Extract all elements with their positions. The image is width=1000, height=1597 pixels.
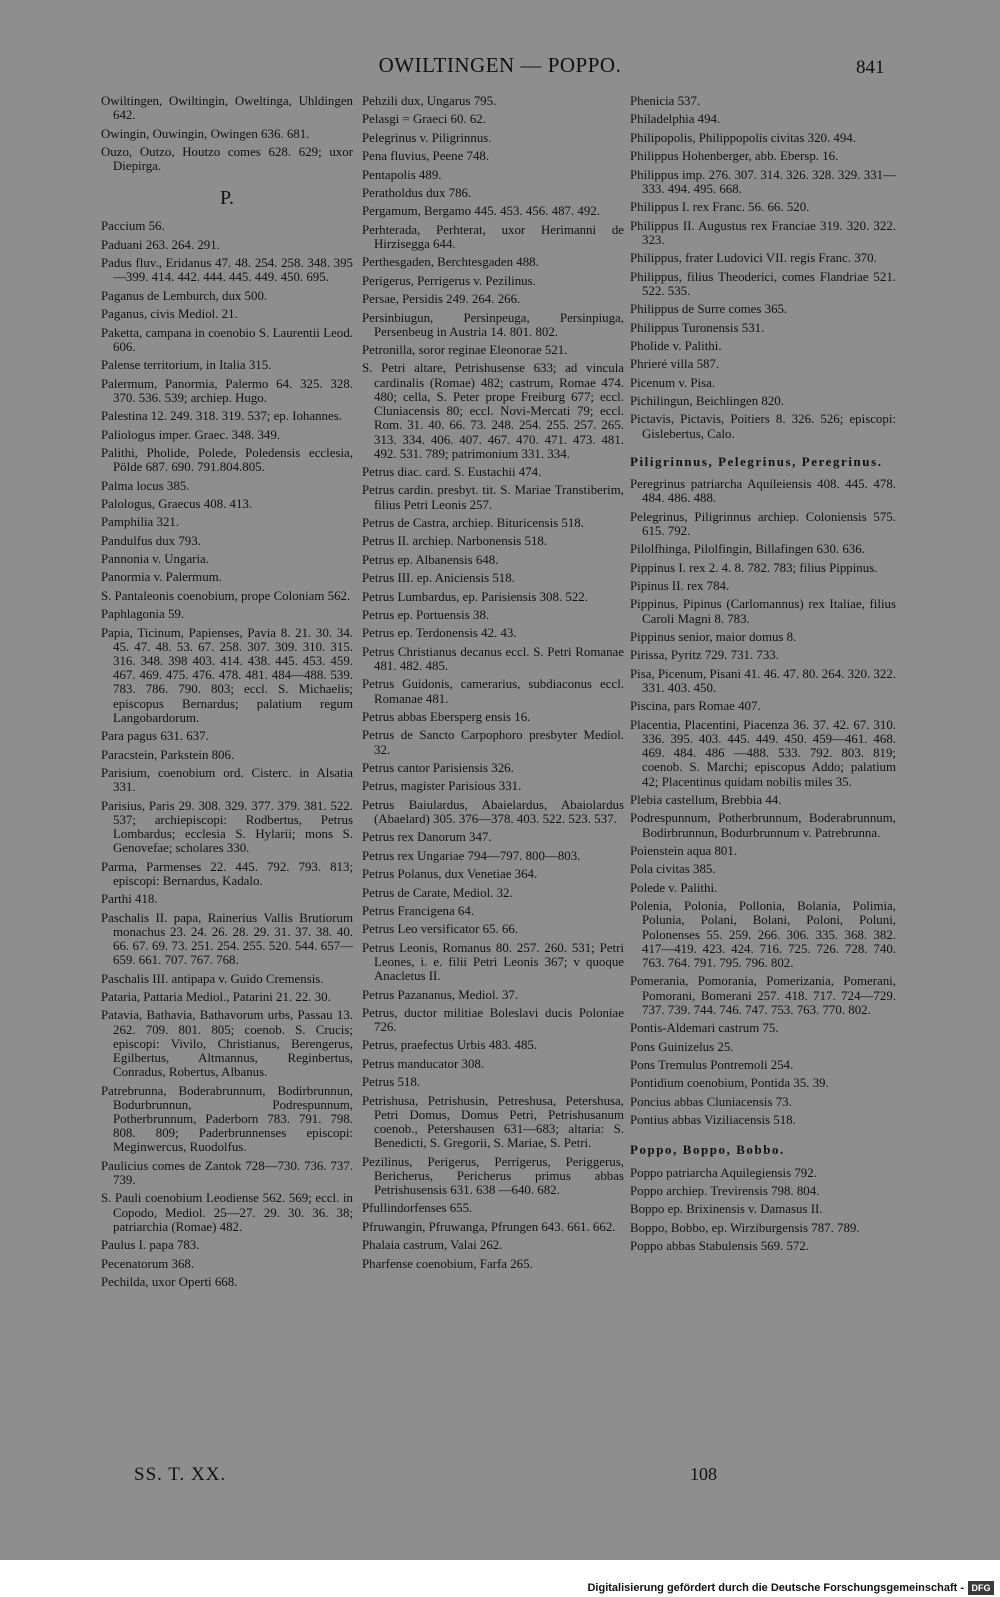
index-entry: Petrus abbas Ebersperg ensis 16. — [362, 710, 531, 724]
index-entry: Owingin, Ouwingin, Owingen 636. 681. — [101, 126, 310, 141]
index-entry: Petrus Christianus decanus eccl. S. Petri Romanae 481. 482. 485. — [362, 644, 624, 674]
index-entry: Philippus II. Augustus rex Franciae 319. 320. 322. 323. — [630, 218, 896, 247]
index-entry: Petrus, praefectus Urbis 483. 485. — [362, 1038, 538, 1053]
index-entry: Palermum, Panormia, Palermo 64. 325. 328. 370. 536. 539; archiep. Hugo. — [101, 376, 353, 405]
index-entry: Parthi 418. — [101, 892, 158, 907]
index-entry: Pelegrinus, Piligrinnus archiep. Coloniensis 575. 615. 792. — [630, 509, 896, 538]
index-entry: Petrus cardin. presbyt. tit. S. Mariae Transtiberim, filius Petri Leonis 257. — [362, 483, 624, 512]
index-entry: Perigerus, Perrigerus v. Pezilinus. — [362, 273, 536, 288]
index-entry: Parisius, Paris 29. 308. 329. 377. 379. 381. 522. 537; archiepiscopi: Rodbertus, Petrus Lombardus; ecclesia S. Hylarii; mons S. Genovefae; scholares 330. — [101, 798, 353, 856]
index-entry: Persinbiugun, Persinpeuga, Persinpiuga, Persenbeug in Austria 14. 801. 802. — [362, 310, 624, 339]
index-entry: Pontius abbas Viziliacensis 518. — [630, 1113, 796, 1128]
index-entry: Petrus de Sancto Carpophoro presbyter Mediol. 32. — [362, 728, 624, 757]
index-entry: Poppo abbas Stabulensis 569. 572. — [630, 1239, 810, 1254]
index-entry: Pipinus II. rex 784. — [630, 579, 730, 594]
index-entry: Pichilingun, Beichlingen 820. — [630, 394, 784, 409]
index-entry: Petrus Polanus, dux Venetiae 364. — [362, 867, 538, 882]
index-column-2 — [362, 94, 624, 1275]
index-entry: Para pagus 631. 637. — [101, 729, 209, 744]
index-entry: Pentapolis 489. — [362, 167, 442, 182]
index-entry: Pehzili dux, Ungarus 795. — [362, 94, 497, 108]
index-entry: Pons Guinizelus 25. — [630, 1039, 734, 1054]
index-entry: Paduani 263. 264. 291. — [101, 237, 220, 252]
funding-banner — [0, 1581, 1000, 1597]
index-entry: Philippus de Surre comes 365. — [630, 302, 788, 317]
index-column-1 — [101, 94, 353, 1293]
series-signature: SS. T. XX. — [134, 1464, 227, 1485]
index-entry: Poncius abbas Cluniacensis 73. — [630, 1094, 792, 1109]
index-entry: Pharfense coenobium, Farfa 265. — [362, 1256, 533, 1271]
index-entry: Philippus I. rex Franc. 56. 66. 520. — [630, 200, 810, 215]
index-entry: Placentia, Placentini, Piacenza 36. 37. 42. 67. 310. 336. 395. 403. 445. 449. 450. 459—461. 468. 469. 484. 486 —488. 533. 792. 803. 819; coenob. S. Marchi; episcopus Addo; palatium 42; Placentinus quidam nobilis miles 35. — [630, 717, 896, 789]
index-entry: Poppo patriarcha Aquilegiensis 792. — [630, 1165, 817, 1180]
index-entry: Pamphilia 321. — [101, 515, 180, 530]
funding-note: Digitalisierung gefördert durch die Deutsche Forschungsgemeinschaft - — [587, 1582, 964, 1594]
index-entry: Perthesgaden, Berchtesgaden 488. — [362, 255, 539, 270]
index-entry: Patavia, Bathavia, Bathavorum urbs, Passau 13. 262. 709. 801. 805; coenob. S. Crucis; episcopi: Vivilo, Christianus, Berengerus, Egilbertus, Altmannus, Reginbertus, Conradus, Robertus, Albanus. — [101, 1008, 353, 1080]
index-entry: Polenia, Polonia, Pollonia, Bolania, Polimia, Polunia, Polani, Bolani, Poloni, Poluni, Polonenses 55. 259. 266. 306. 335. 368. 382. 417—419. 423. 424. 716. 725. 726. 728. 740. 763. 764. 791. 795. 796. 802. — [630, 899, 896, 970]
index-entry: Petrus Pazananus, Mediol. 37. — [362, 987, 519, 1002]
index-entry: Pola civitas 385. — [630, 862, 716, 877]
index-entry: Paganus de Lemburch, dux 500. — [101, 288, 268, 303]
index-entry: Pons Tremulus Pontremoli 254. — [630, 1057, 794, 1072]
index-entry: Paschalis III. antipapa v. Guido Cremensis. — [101, 971, 324, 986]
index-entry: Boppo, Bobbo, ep. Wirziburgensis 787. 789. — [630, 1220, 860, 1235]
dfg-logo: DFG — [968, 1581, 994, 1595]
index-entry: Parisium, coenobium ord. Cisterc. in Alsatia 331. — [101, 766, 353, 795]
index-entry: Pictavis, Pictavis, Poitiers 8. 326. 526; episcopi: Gislebertus, Calo. — [630, 412, 896, 441]
index-entry: Picenum v. Pisa. — [630, 375, 716, 390]
page-number: 841 — [856, 57, 885, 78]
index-entry: Palense territorium, in Italia 315. — [101, 358, 272, 373]
index-entry: S. Pantaleonis coenobium, prope Coloniam 562. — [101, 588, 351, 603]
running-title: OWILTINGEN — POPPO. — [378, 53, 622, 77]
index-entry: Petrus Guidonis, camerarius, subdiaconus eccl. Romanae 481. — [362, 677, 624, 706]
index-entry: Petrus II. archiep. Narbonensis 518. — [362, 534, 548, 549]
index-entry: Perhterada, Perhterat, uxor Herimanni de Hirzisegga 644. — [362, 222, 624, 251]
index-entry: Petrus Lumbardus, ep. Parisiensis 308. 522. — [362, 589, 588, 604]
index-entry: Paschalis II. papa, Rainerius Vallis Brutiorum monachus 23. 24. 26. 28. 29. 31. 37. 38. 40. 66. 67. 69. 73. 251. 254. 255. 520. 544. 657—659. 661. 707. 767. 768. — [101, 910, 353, 968]
index-entry: Philippus Turonensis 531. — [630, 320, 765, 335]
index-entry: Pezilinus, Perigerus, Perrigerus, Periggerus, Bericherus, Pericherus primus abbas Petrishusensis 631. 638 —640. 682. — [362, 1154, 624, 1198]
index-entry: Phrieré villa 587. — [630, 357, 720, 372]
sheet-number: 108 — [690, 1464, 717, 1484]
group-heading: Piligrinnus, Pelegrinus, Peregrinus. — [630, 454, 883, 469]
index-entry: Pfruwangin, Pfruwanga, Pfrungen 643. 661. 662. — [362, 1219, 616, 1234]
index-entry: Pisa, Picenum, Pisani 41. 46. 47. 80. 264. 320. 322. 331. 403. 450. — [630, 666, 896, 696]
index-entry: Pelegrinus v. Piligrinnus. — [362, 130, 492, 145]
index-column-3 — [630, 94, 896, 1257]
index-entry: Papia, Ticinum, Papienses, Pavia 8. 21. 30. 34. 45. 47. 48. 53. 67. 258. 307. 309. 310. 315. 316. 348. 398 403. 414. 438. 445. 453. 459. 467. 469. 475. 476. 478. 481. 484—488. 539. 783. 786. 790. 803; eccl. S. Michaelis; episcopus Bernardus; palatium regum Langobardorum. — [101, 625, 353, 725]
index-entry: Petrus Baiulardus, Abaielardus, Abaiolardus (Abaelard) 305. 376—378. 403. 522. 523. 537. — [362, 797, 624, 826]
index-entry: Petrus Francigena 64. — [362, 903, 475, 918]
index-entry: Petrus ep. Terdonensis 42. 43. — [362, 626, 517, 641]
group-heading: Poppo, Boppo, Bobbo. — [630, 1143, 785, 1158]
index-entry: Petrus manducator 308. — [362, 1056, 485, 1071]
index-entry: Paulicius comes de Zantok 728—730. 736. 737. 739. — [101, 1158, 353, 1187]
index-entry: Pontis-Aldemari castrum 75. — [630, 1021, 779, 1036]
index-entry: Paliologus imper. Graec. 348. 349. — [101, 427, 281, 442]
index-entry: S. Petri altare, Petrishusense 633; ad vincula cardinalis (Romae) 482; castrum, Romae 474. 480; cella, S. Peter prope Freiburg 677; eccl. Cluniacensis 80; eccl. Novi-Mercati 79; eccl. Rom. 31. 40. 66. 73. 248. 254. 255. 257. 265. 313. 334. 406. 407. 467. 470. 471. 473. 481. 492. 531. 789; patrimonium 331. 334. — [362, 361, 624, 461]
index-entry: Paganus, civis Mediol. 21. — [101, 307, 238, 322]
index-entry: Pippinus senior, maior domus 8. — [630, 630, 797, 645]
index-entry: Phalaia castrum, Valai 262. — [362, 1238, 503, 1253]
index-entry: Padus fluv., Eridanus 47. 48. 254. 258. 348. 395—399. 414. 442. 444. 445. 449. 450. 695. — [101, 256, 353, 285]
index-entry: Pannonia v. Ungaria. — [101, 552, 209, 567]
index-entry: Petrus 518. — [362, 1075, 421, 1090]
index-entry: Paphlagonia 59. — [101, 607, 185, 622]
index-entry: Plebia castellum, Brebbia 44. — [630, 793, 782, 807]
index-entry: Piscina, pars Romae 407. — [630, 699, 761, 714]
index-entry: Parma, Parmenses 22. 445. 792. 793. 813; episcopi: Bernardus, Kadalo. — [101, 859, 353, 888]
index-entry: Petrus ep. Albanensis 648. — [362, 552, 499, 567]
index-entry: Pataria, Pattaria Mediol., Patarini 21. 22. 30. — [101, 989, 331, 1004]
index-entry: Petrus rex Ungariae 794—797. 800—803. — [362, 848, 581, 863]
index-entry: Philipopolis, Philippopolis civitas 320. 494. — [630, 130, 856, 145]
index-entry: Petrus, ductor militiae Boleslavi ducis Poloniae 726. — [362, 1005, 624, 1035]
index-entry: Poienstein aqua 801. — [630, 843, 738, 858]
index-entry: Paracstein, Parkstein 806. — [101, 747, 235, 762]
index-entry: Pechilda, uxor Operti 668. — [101, 1274, 238, 1289]
index-entry: Paccium 56. — [101, 219, 165, 234]
index-entry: Peratholdus dux 786. — [362, 185, 472, 200]
index-entry: Petrus ep. Portuensis 38. — [362, 608, 490, 623]
index-entry: Pergamum, Bergamo 445. 453. 456. 487. 492. — [362, 204, 600, 219]
index-entry: Petrus rex Danorum 347. — [362, 830, 492, 845]
index-entry: Philippus, frater Ludovici VII. regis Franc. 370. — [630, 251, 877, 266]
index-entry: Petrus, magister Parisious 331. — [362, 779, 522, 794]
index-entry: Petrus de Castra, archiep. Bituricensis 518. — [362, 516, 584, 531]
index-entry: Pfullindorfenses 655. — [362, 1201, 473, 1216]
index-entry: Pippinus, Pipinus (Carlomannus) rex Italiae, filius Caroli Magni 8. 783. — [630, 597, 896, 626]
index-entry: Petrus cantor Parisiensis 326. — [362, 760, 514, 775]
index-entry: Pelasgi = Graeci 60. 62. — [362, 112, 486, 127]
index-entry: Philippus imp. 276. 307. 314. 326. 328. 329. 331—333. 494. 495. 668. — [630, 167, 896, 196]
index-entry: Palestina 12. 249. 318. 319. 537; ep. Iohannes. — [101, 409, 342, 424]
index-entry: Pomerania, Pomorania, Pomerizania, Pomerani, Pomorani, Bomerani 257. 418. 717. 724—729. 737. 739. 744. 746. 747. 753. 763. 770. 802. — [630, 974, 896, 1017]
index-entry: Petrishusa, Petrishusin, Petreshusa, Petershusa, Petri Domus, Domus Petri, Petrishusanum coenob., Petershausen 631—683; altaria: S. Benedicti, S. Gregorii, S. Mariae, S. Petri. — [362, 1093, 624, 1151]
index-entry: Persae, Persidis 249. 264. 266. — [362, 292, 521, 307]
index-entry: Pirissa, Pyritz 729. 731. 733. — [630, 648, 779, 663]
index-entry: Panormia v. Palermum. — [101, 570, 222, 585]
index-entry: Petrus Leo versificator 65. 66. — [362, 922, 519, 937]
section-letter: P. — [220, 187, 234, 210]
index-entry: Palithi, Pholide, Polede, Poledensis ecclesia, Pölde 687. 690. 791.804.805. — [101, 445, 353, 475]
index-entry: Petrus diac. card. S. Eustachii 474. — [362, 465, 542, 480]
index-entry: Phenicia 537. — [630, 94, 701, 108]
index-entry: Podrespunnum, Potherbrunnum, Boderabrunnum, Bodirbrunnun, Bodurbrunnum v. Patrebrunna. — [630, 811, 896, 840]
index-entry: Paulus I. papa 783. — [101, 1238, 200, 1253]
index-entry: Paketta, campana in coenobio S. Laurentii Leod. 606. — [101, 325, 353, 354]
index-entry: Petronilla, soror reginae Eleonorae 521. — [362, 343, 568, 358]
index-entry: S. Pauli coenobium Leodiense 562. 569; eccl. in Copodo, Mediol. 25—27. 29. 30. 36. 38; patriarchia (Romae) 482. — [101, 1191, 353, 1234]
index-entry: Pilolfhinga, Pilolfingin, Billafingen 630. 636. — [630, 542, 865, 557]
index-entry: Petrus de Carate, Mediol. 32. — [362, 885, 513, 900]
index-entry: Petrus Leonis, Romanus 80. 257. 260. 531; Petri Leones, i. e. filii Petri Leonis 367; v quoque Anacletus II. — [362, 940, 624, 984]
index-entry: Pontidium coenobium, Pontida 35. 39. — [630, 1076, 829, 1091]
index-entry: Patrebrunna, Boderabrunnum, Bodirbrunnun, Bodurbrunnun, Podrespunnum, Potherbrunnum, Paderborn 783. 791. 798. 808. 809; Paderbrunnenses episcopi: Meginwercus, Ruodolfus. — [101, 1083, 353, 1155]
index-entry: Philippus, filius Theoderici, comes Flandriae 521. 522. 535. — [630, 269, 896, 298]
index-entry: Petrus III. ep. Aniciensis 518. — [362, 571, 515, 586]
index-entry: Peregrinus patriarcha Aquileiensis 408. 445. 478. 484. 486. 488. — [630, 477, 896, 506]
index-entry: Pholide v. Palithi. — [630, 338, 722, 353]
index-entry: Pena fluvius, Peene 748. — [362, 149, 490, 164]
index-entry: Ouzo, Outzo, Houtzo comes 628. 629; uxor Diepirga. — [101, 144, 353, 174]
index-entry: Palma locus 385. — [101, 478, 190, 493]
index-entry: Owiltingen, Owiltingin, Oweltinga, Uhldingen 642. — [101, 94, 353, 123]
index-entry: Palologus, Graecus 408. 413. — [101, 496, 253, 511]
index-entry: Polede v. Palithi. — [630, 880, 718, 895]
index-entry: Poppo archiep. Trevirensis 798. 804. — [630, 1183, 820, 1198]
index-entry: Pandulfus dux 793. — [101, 533, 201, 548]
index-entry: Philadelphia 494. — [630, 112, 721, 127]
index-entry: Pippinus I. rex 2. 4. 8. 782. 783; filius Pippinus. — [630, 560, 878, 575]
index-entry: Philippus Hohenberger, abb. Ebersp. 16. — [630, 149, 839, 164]
index-entry: Pecenatorum 368. — [101, 1256, 195, 1271]
index-entry: Boppo ep. Brixinensis v. Damasus II. — [630, 1202, 823, 1217]
